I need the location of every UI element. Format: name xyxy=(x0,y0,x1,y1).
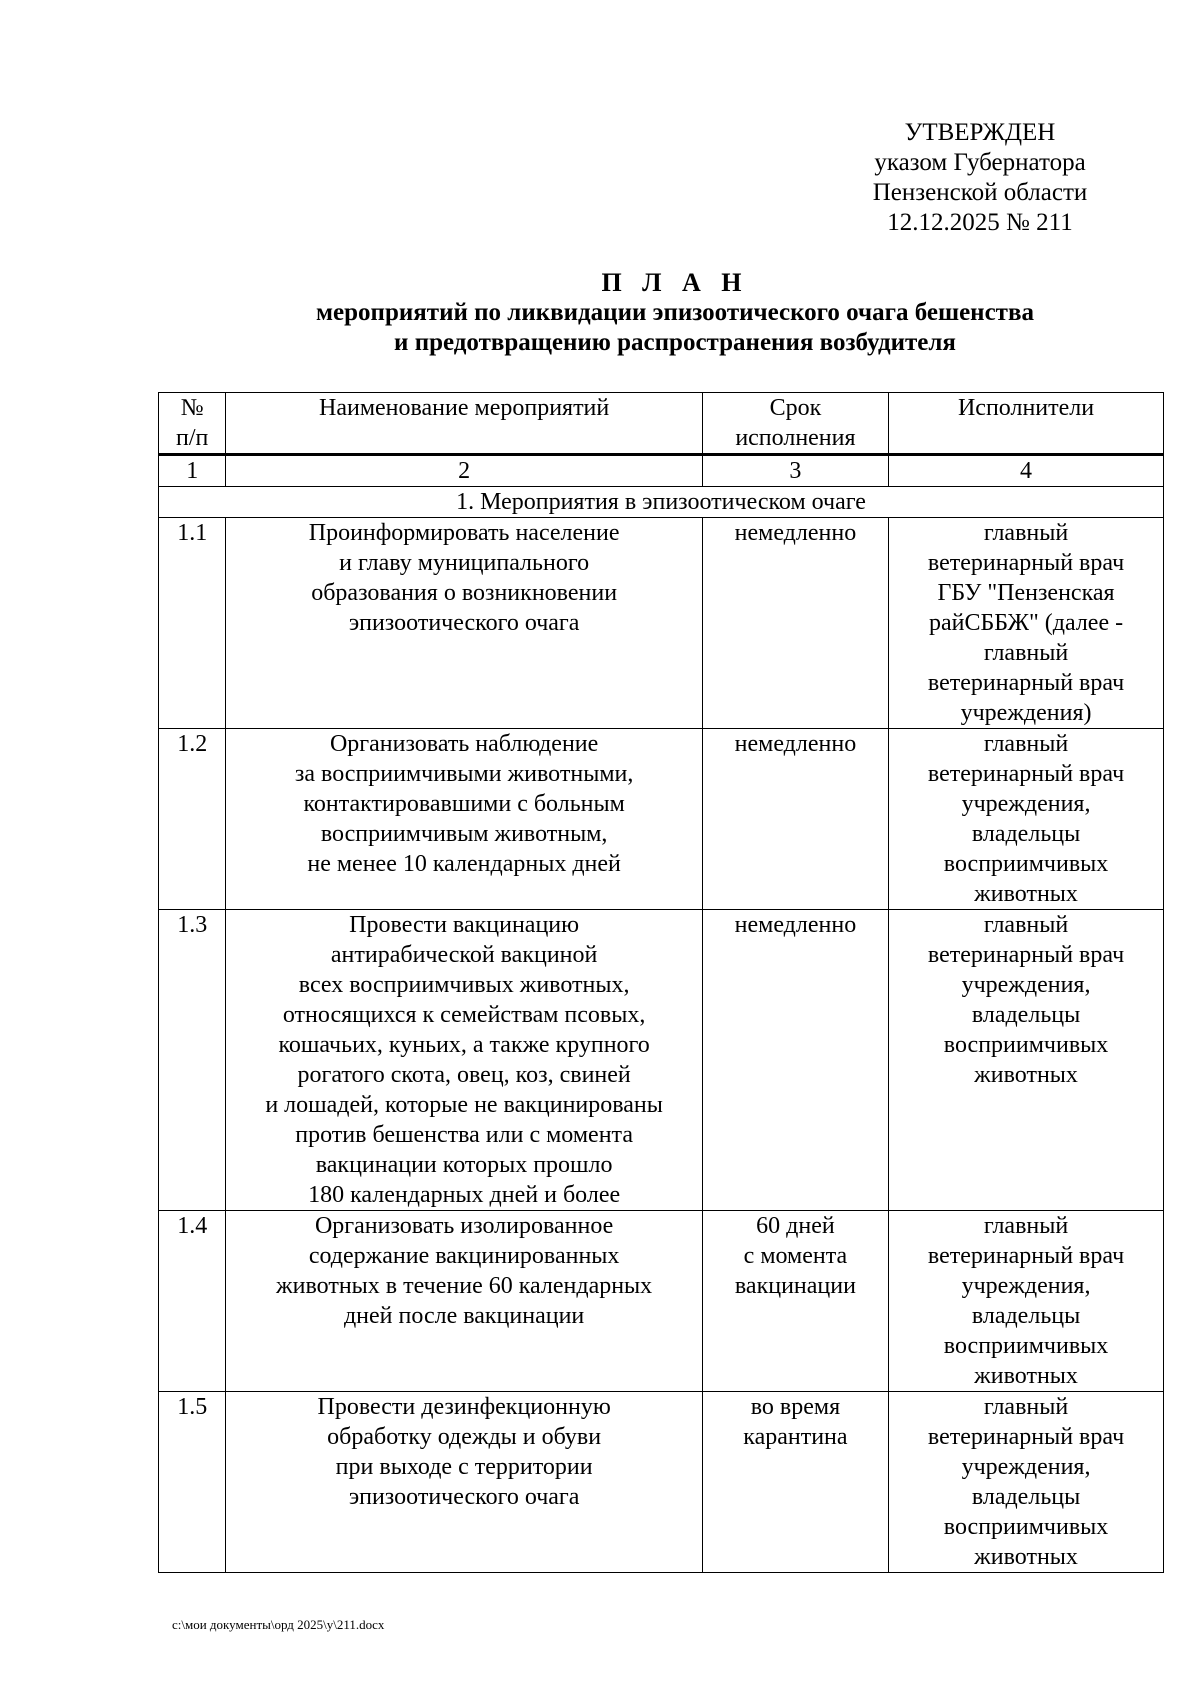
row-activity xyxy=(226,518,702,729)
row-term xyxy=(702,729,888,910)
row-activity-line: Организовать изолированное xyxy=(314,1213,614,1239)
col-number: 4 xyxy=(889,455,1164,487)
row-executors-line: ветеринарный врач xyxy=(927,942,1125,968)
row-executors-line: главный xyxy=(983,640,1069,666)
row-executors-line: животных xyxy=(974,1363,1078,1389)
row-executors-line: ветеринарный врач xyxy=(927,761,1125,787)
title-subtitle-1: мероприятий по ликвидации эпизоотического очага бешенства xyxy=(316,299,1034,326)
row-number: 1.1 xyxy=(159,518,226,729)
row-executors-line: ветеринарный врач xyxy=(927,1243,1125,1269)
row-executors xyxy=(889,518,1164,729)
row-number: 1.2 xyxy=(159,729,226,910)
row-executors-line: животных xyxy=(974,1544,1078,1570)
row-activity-line: и главу муниципального xyxy=(339,550,590,576)
footer-file-path: c:\мои документы\орд 2025\у\211.docx xyxy=(172,1617,385,1632)
row-executors-line: владельцы xyxy=(971,1303,1081,1329)
row-executors-line: главный xyxy=(983,520,1069,546)
row-term xyxy=(702,910,888,1211)
row-executors-line: главный xyxy=(983,731,1069,757)
row-term-line: немедленно xyxy=(734,520,857,546)
row-activity xyxy=(226,1392,702,1573)
row-executors-line: животных xyxy=(974,1062,1078,1088)
row-executors-line: главный xyxy=(983,1213,1069,1239)
title-main: П Л А Н xyxy=(601,268,749,297)
header-exec: Исполнители xyxy=(889,393,1164,455)
row-term-line: во время xyxy=(750,1394,841,1420)
approval-date-number: 12.12.2025 № 211 xyxy=(887,209,1073,236)
row-term xyxy=(702,1392,888,1573)
row-activity-line: за восприимчивыми животными, xyxy=(294,761,634,787)
table-row xyxy=(159,910,1164,1211)
row-activity-line: кошачьих, куньих, а также крупного xyxy=(278,1032,650,1058)
row-executors-line: райСББЖ" (далее - xyxy=(928,610,1124,636)
table-row xyxy=(159,518,1164,729)
row-activity-line: образования о возникновении xyxy=(311,580,618,606)
row-activity-line: Организовать наблюдение xyxy=(329,731,599,757)
row-term-line: 60 дней xyxy=(756,1213,835,1239)
header-num xyxy=(159,393,226,455)
row-executors-line: ГБУ "Пензенская xyxy=(937,580,1115,606)
table-row xyxy=(159,1392,1164,1573)
header-name: Наименование мероприятий xyxy=(226,393,702,455)
row-executors-line: владельцы xyxy=(971,821,1081,847)
row-activity-line: Провести дезинфекционную xyxy=(317,1394,611,1420)
row-executors-line: учреждения, xyxy=(961,791,1091,817)
row-activity-line: всех восприимчивых животных, xyxy=(298,972,630,998)
row-executors-line: восприимчивых xyxy=(943,1514,1109,1540)
table-row xyxy=(159,729,1164,910)
header-num-line: п/п xyxy=(176,425,209,451)
row-executors-line: учреждения) xyxy=(960,700,1092,726)
header-term-line: исполнения xyxy=(735,425,856,451)
header-num-line: № xyxy=(180,395,204,421)
row-term-line: немедленно xyxy=(734,731,857,757)
row-activity-line: вакцинации которых прошло xyxy=(315,1152,613,1178)
row-activity-line: 180 календарных дней и более xyxy=(308,1182,621,1208)
row-activity-line: дней после вакцинации xyxy=(343,1303,585,1329)
row-executors-line: восприимчивых xyxy=(943,1032,1109,1058)
row-activity-line: эпизоотического очага xyxy=(348,1484,580,1510)
document-title xyxy=(160,268,1190,358)
row-executors xyxy=(889,729,1164,910)
row-activity xyxy=(226,729,702,910)
row-executors xyxy=(889,1211,1164,1392)
col-number: 3 xyxy=(702,455,888,487)
row-activity-line: содержание вакцинированных xyxy=(308,1243,620,1269)
row-term xyxy=(702,1211,888,1392)
row-executors-line: восприимчивых xyxy=(943,851,1109,877)
row-executors-line: ветеринарный врач xyxy=(927,550,1125,576)
row-activity xyxy=(226,1211,702,1392)
row-executors-line: ветеринарный врач xyxy=(927,1424,1125,1450)
row-activity-line: обработку одежды и обуви xyxy=(327,1424,602,1450)
row-term-line: вакцинации xyxy=(734,1273,856,1299)
row-number: 1.5 xyxy=(159,1392,226,1573)
table-header-row xyxy=(159,393,1164,455)
table-row xyxy=(159,1211,1164,1392)
col-number: 2 xyxy=(226,455,702,487)
row-executors-line: восприимчивых xyxy=(943,1333,1109,1359)
header-term xyxy=(702,393,888,455)
column-number-row xyxy=(159,455,1164,487)
title-subtitle-2: и предотвращению распространения возбудителя xyxy=(394,329,956,356)
approval-title: УТВЕРЖДЕН xyxy=(904,119,1056,146)
row-activity-line: восприимчивым животным, xyxy=(320,821,608,847)
section-row xyxy=(159,487,1164,518)
row-activity-line: Провести вакцинацию xyxy=(349,912,580,938)
row-activity-line: при выходе с территории xyxy=(335,1454,593,1480)
row-term-line: с момента xyxy=(743,1243,848,1269)
row-activity-line: и лошадей, которые не вакцинированы xyxy=(265,1092,663,1118)
row-executors xyxy=(889,910,1164,1211)
row-executors-line: владельцы xyxy=(971,1002,1081,1028)
row-activity-line: эпизоотического очага xyxy=(348,610,580,636)
row-activity-line: животных в течение 60 календарных xyxy=(276,1273,653,1299)
row-executors-line: владельцы xyxy=(971,1484,1081,1510)
row-term-line: карантина xyxy=(743,1424,848,1450)
row-number: 1.4 xyxy=(159,1211,226,1392)
row-term xyxy=(702,518,888,729)
row-term-line: немедленно xyxy=(734,912,857,938)
row-number: 1.3 xyxy=(159,910,226,1211)
row-activity-line: антирабической вакциной xyxy=(330,942,598,968)
row-executors-line: учреждения, xyxy=(961,972,1091,998)
approval-region: Пензенской области xyxy=(872,179,1088,206)
row-activity-line: против бешенства или с момента xyxy=(295,1122,633,1148)
approval-stamp xyxy=(855,118,1105,238)
row-activity-line: контактировавшими с больным xyxy=(303,791,625,817)
row-executors-line: главный xyxy=(983,912,1069,938)
approval-decree: указом Губернатора xyxy=(874,149,1086,176)
row-executors-line: главный xyxy=(983,1394,1069,1420)
row-activity xyxy=(226,910,702,1211)
row-activity-line: относящихся к семействам псовых, xyxy=(282,1002,646,1028)
row-activity-line: не менее 10 календарных дней xyxy=(307,851,621,877)
row-executors-line: ветеринарный врач xyxy=(927,670,1125,696)
plan-table xyxy=(158,392,1164,1573)
header-term-line: Срок xyxy=(769,395,822,421)
row-activity-line: Проинформировать население xyxy=(308,520,620,546)
col-number: 1 xyxy=(159,455,226,487)
row-executors-line: животных xyxy=(974,881,1078,907)
section-title: 1. Мероприятия в эпизоотическом очаге xyxy=(159,487,1164,518)
row-executors xyxy=(889,1392,1164,1573)
row-activity-line: рогатого скота, овец, коз, свиней xyxy=(297,1062,631,1088)
row-executors-line: учреждения, xyxy=(961,1454,1091,1480)
row-executors-line: учреждения, xyxy=(961,1273,1091,1299)
